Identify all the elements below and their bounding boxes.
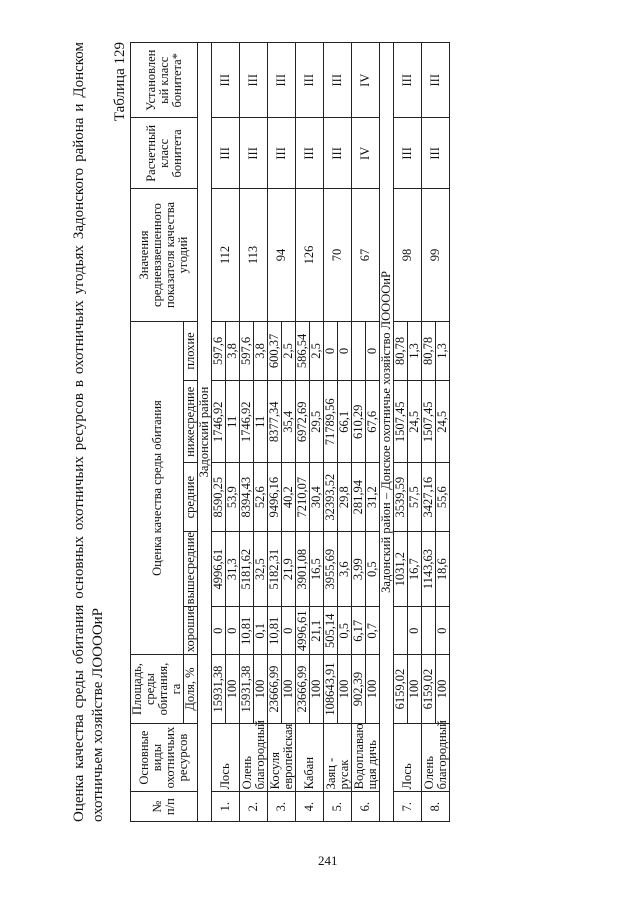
poor-area: 0 bbox=[324, 321, 338, 380]
set-class: IV bbox=[352, 43, 380, 118]
below-share: 11 bbox=[226, 381, 240, 463]
row-number: 4. bbox=[296, 792, 324, 822]
poor-share: 2,5 bbox=[310, 321, 324, 380]
calc-class: III bbox=[324, 118, 352, 189]
row-number: 2. bbox=[240, 792, 268, 822]
average-share: 57,5 bbox=[408, 463, 422, 532]
poor-area: 80,78 bbox=[422, 321, 436, 380]
set-class: III bbox=[296, 43, 324, 118]
share-value: 100 bbox=[408, 655, 422, 724]
species-name: Лось bbox=[394, 723, 422, 792]
area-value: 23666,99 bbox=[296, 655, 310, 724]
calc-class: III bbox=[394, 118, 422, 189]
area-value: 108643,91 bbox=[324, 655, 338, 724]
table-row bbox=[394, 43, 408, 822]
habitat-quality-table bbox=[130, 42, 450, 822]
area-value: 15931,38 bbox=[212, 655, 226, 724]
table-row bbox=[352, 43, 366, 822]
good-share: 21,1 bbox=[310, 607, 324, 655]
row-number: 7. bbox=[394, 792, 422, 822]
average-share: 52,6 bbox=[254, 463, 268, 532]
good-share: 0 bbox=[282, 607, 296, 655]
header-quality: Оценка качества среды обитания bbox=[131, 321, 184, 655]
below-share: 24,5 bbox=[436, 381, 450, 463]
below-area: 8377,34 bbox=[268, 381, 282, 463]
below-area: 1746,92 bbox=[240, 381, 254, 463]
average-share: 31,2 bbox=[366, 463, 380, 532]
average-area: 7210,07 bbox=[296, 463, 310, 532]
average-area: 281,94 bbox=[352, 463, 366, 532]
above-area: 1143,63 bbox=[422, 531, 436, 606]
below-share: 11 bbox=[254, 381, 268, 463]
below-share: 29,5 bbox=[310, 381, 324, 463]
page-number: 241 bbox=[318, 853, 338, 868]
average-area: 9496,16 bbox=[268, 463, 282, 532]
table-row bbox=[296, 43, 310, 822]
above-share: 32,5 bbox=[254, 531, 268, 606]
below-share: 24,5 bbox=[408, 381, 422, 463]
below-area: 1746,92 bbox=[212, 381, 226, 463]
good-area: 6,17 bbox=[352, 607, 366, 655]
good-area: 10,81 bbox=[240, 607, 254, 655]
poor-area: 597,6 bbox=[212, 321, 226, 380]
weighted-value: 98 bbox=[394, 189, 422, 321]
calc-class: III bbox=[240, 118, 268, 189]
above-share: 16,5 bbox=[310, 531, 324, 606]
poor-share: 2,5 bbox=[282, 321, 296, 380]
below-area: 1507,45 bbox=[422, 381, 436, 463]
share-value: 100 bbox=[366, 655, 380, 724]
section-row bbox=[380, 43, 394, 822]
table-label: Таблица 129 bbox=[112, 42, 128, 122]
below-share: 66,1 bbox=[338, 381, 352, 463]
area-value: 6159,02 bbox=[394, 655, 408, 724]
header-set-class: Установлен ый класс бонитета* bbox=[131, 43, 198, 118]
header-poor: плохие bbox=[184, 321, 198, 380]
below-share: 67,6 bbox=[366, 381, 380, 463]
above-share: 18,6 bbox=[436, 531, 450, 606]
weighted-value: 113 bbox=[240, 189, 268, 321]
poor-share: 3,8 bbox=[226, 321, 240, 380]
species-name: Водоплаваю щая дичь bbox=[352, 723, 380, 792]
good-share: 0 bbox=[436, 607, 450, 655]
average-share: 55,6 bbox=[436, 463, 450, 532]
species-name: Олень благородный bbox=[422, 723, 450, 792]
species-name: Косуля европейская bbox=[268, 723, 296, 792]
poor-area bbox=[352, 321, 366, 380]
good-area bbox=[394, 607, 408, 655]
set-class: III bbox=[394, 43, 422, 118]
average-share: 53,9 bbox=[226, 463, 240, 532]
table-row bbox=[324, 43, 338, 822]
row-number: 3. bbox=[268, 792, 296, 822]
species-name: Заяц - русак bbox=[324, 723, 352, 792]
set-class: III bbox=[268, 43, 296, 118]
share-value: 100 bbox=[226, 655, 240, 724]
table-row bbox=[212, 43, 226, 822]
header-above: вышесредние bbox=[184, 531, 198, 606]
row-number: 6. bbox=[352, 792, 380, 822]
area-value: 23666,99 bbox=[268, 655, 282, 724]
poor-area: 80,78 bbox=[394, 321, 408, 380]
good-area: 505,14 bbox=[324, 607, 338, 655]
weighted-value: 99 bbox=[422, 189, 450, 321]
header-average: средние bbox=[184, 463, 198, 532]
header-area: Площадь, среды обитания, га bbox=[131, 655, 184, 724]
table-heading: Оценка качества среды обитания основных охотничьих ресурсов в охотничьих угодьях Задонского района и Донском охотничьем хозяйстве ЛОООOиР bbox=[71, 42, 106, 822]
above-share: 16,7 bbox=[408, 531, 422, 606]
weighted-value: 112 bbox=[212, 189, 240, 321]
species-name: Кабан bbox=[296, 723, 324, 792]
poor-area: 600,37 bbox=[268, 321, 282, 380]
area-value: 15931,38 bbox=[240, 655, 254, 724]
below-area: 610,29 bbox=[352, 381, 366, 463]
good-share: 0 bbox=[226, 607, 240, 655]
header-species: Основные виды охотничьих ресурсов bbox=[131, 723, 198, 792]
above-share: 21,9 bbox=[282, 531, 296, 606]
above-area: 5182,31 bbox=[268, 531, 282, 606]
average-area: 32393,52 bbox=[324, 463, 338, 532]
set-class: III bbox=[422, 43, 450, 118]
set-class: III bbox=[324, 43, 352, 118]
poor-area: 597,6 bbox=[240, 321, 254, 380]
average-area: 8394,43 bbox=[240, 463, 254, 532]
above-share: 3,6 bbox=[338, 531, 352, 606]
section-title: Задонский район – Донское охотничье хозяйство ЛОООOиР bbox=[380, 43, 394, 822]
calc-class: III bbox=[422, 118, 450, 189]
table-row bbox=[422, 43, 436, 822]
weighted-value: 126 bbox=[296, 189, 324, 321]
poor-share: 1,3 bbox=[436, 321, 450, 380]
average-share: 30,4 bbox=[310, 463, 324, 532]
average-share: 29,8 bbox=[338, 463, 352, 532]
row-number: 1. bbox=[212, 792, 240, 822]
poor-share: 0 bbox=[338, 321, 352, 380]
above-area: 3901,08 bbox=[296, 531, 310, 606]
header-num: № п/п bbox=[131, 792, 198, 822]
header-share: Доля, % bbox=[184, 655, 198, 724]
share-value: 100 bbox=[338, 655, 352, 724]
good-area: 0 bbox=[212, 607, 226, 655]
good-area bbox=[422, 607, 436, 655]
below-area: 6972,69 bbox=[296, 381, 310, 463]
row-number: 5. bbox=[324, 792, 352, 822]
area-value: 6159,02 bbox=[422, 655, 436, 724]
calc-class: IV bbox=[352, 118, 380, 189]
good-share: 0 bbox=[408, 607, 422, 655]
calc-class: III bbox=[296, 118, 324, 189]
header-weighted: Значения средневзвешенного показателя качества угодий bbox=[131, 189, 198, 321]
share-value: 100 bbox=[310, 655, 324, 724]
share-value: 100 bbox=[282, 655, 296, 724]
row-number: 8. bbox=[422, 792, 450, 822]
calc-class: III bbox=[212, 118, 240, 189]
average-area: 8590,25 bbox=[212, 463, 226, 532]
above-area: 1031,2 bbox=[394, 531, 408, 606]
poor-share: 1,3 bbox=[408, 321, 422, 380]
weighted-value: 67 bbox=[352, 189, 380, 321]
above-area: 5181,62 bbox=[240, 531, 254, 606]
below-area: 1507,45 bbox=[394, 381, 408, 463]
header-good: хорошие bbox=[184, 607, 198, 655]
rotated-content bbox=[70, 42, 570, 822]
species-name: Лось bbox=[212, 723, 240, 792]
poor-area: 586,54 bbox=[296, 321, 310, 380]
good-area: 10,81 bbox=[268, 607, 282, 655]
header-below: нижесредние bbox=[184, 381, 198, 463]
table-row bbox=[268, 43, 282, 822]
average-area: 3539,59 bbox=[394, 463, 408, 532]
above-area: 3955,69 bbox=[324, 531, 338, 606]
good-area: 4996,61 bbox=[296, 607, 310, 655]
above-area: 4996,61 bbox=[212, 531, 226, 606]
good-share: 0,7 bbox=[366, 607, 380, 655]
average-share: 40,2 bbox=[282, 463, 296, 532]
table-row bbox=[240, 43, 254, 822]
average-area: 3427,16 bbox=[422, 463, 436, 532]
above-share: 0,5 bbox=[366, 531, 380, 606]
below-share: 35,4 bbox=[282, 381, 296, 463]
above-area: 3,99 bbox=[352, 531, 366, 606]
good-share: 0,1 bbox=[254, 607, 268, 655]
table-body bbox=[198, 43, 450, 822]
good-share: 0,5 bbox=[338, 607, 352, 655]
share-value: 100 bbox=[436, 655, 450, 724]
set-class: III bbox=[240, 43, 268, 118]
below-area: 71789,56 bbox=[324, 381, 338, 463]
share-value: 100 bbox=[254, 655, 268, 724]
calc-class: III bbox=[268, 118, 296, 189]
set-class: III bbox=[212, 43, 240, 118]
area-value: 902,39 bbox=[352, 655, 366, 724]
species-name: Олень благородный bbox=[240, 723, 268, 792]
weighted-value: 94 bbox=[268, 189, 296, 321]
poor-share: 3,8 bbox=[254, 321, 268, 380]
weighted-value: 70 bbox=[324, 189, 352, 321]
above-share: 31,3 bbox=[226, 531, 240, 606]
section-title: Задонский район bbox=[198, 43, 212, 822]
poor-share: 0 bbox=[366, 321, 380, 380]
header-calc-class: Расчетный класс бонитета bbox=[131, 118, 198, 189]
section-row bbox=[198, 43, 212, 822]
